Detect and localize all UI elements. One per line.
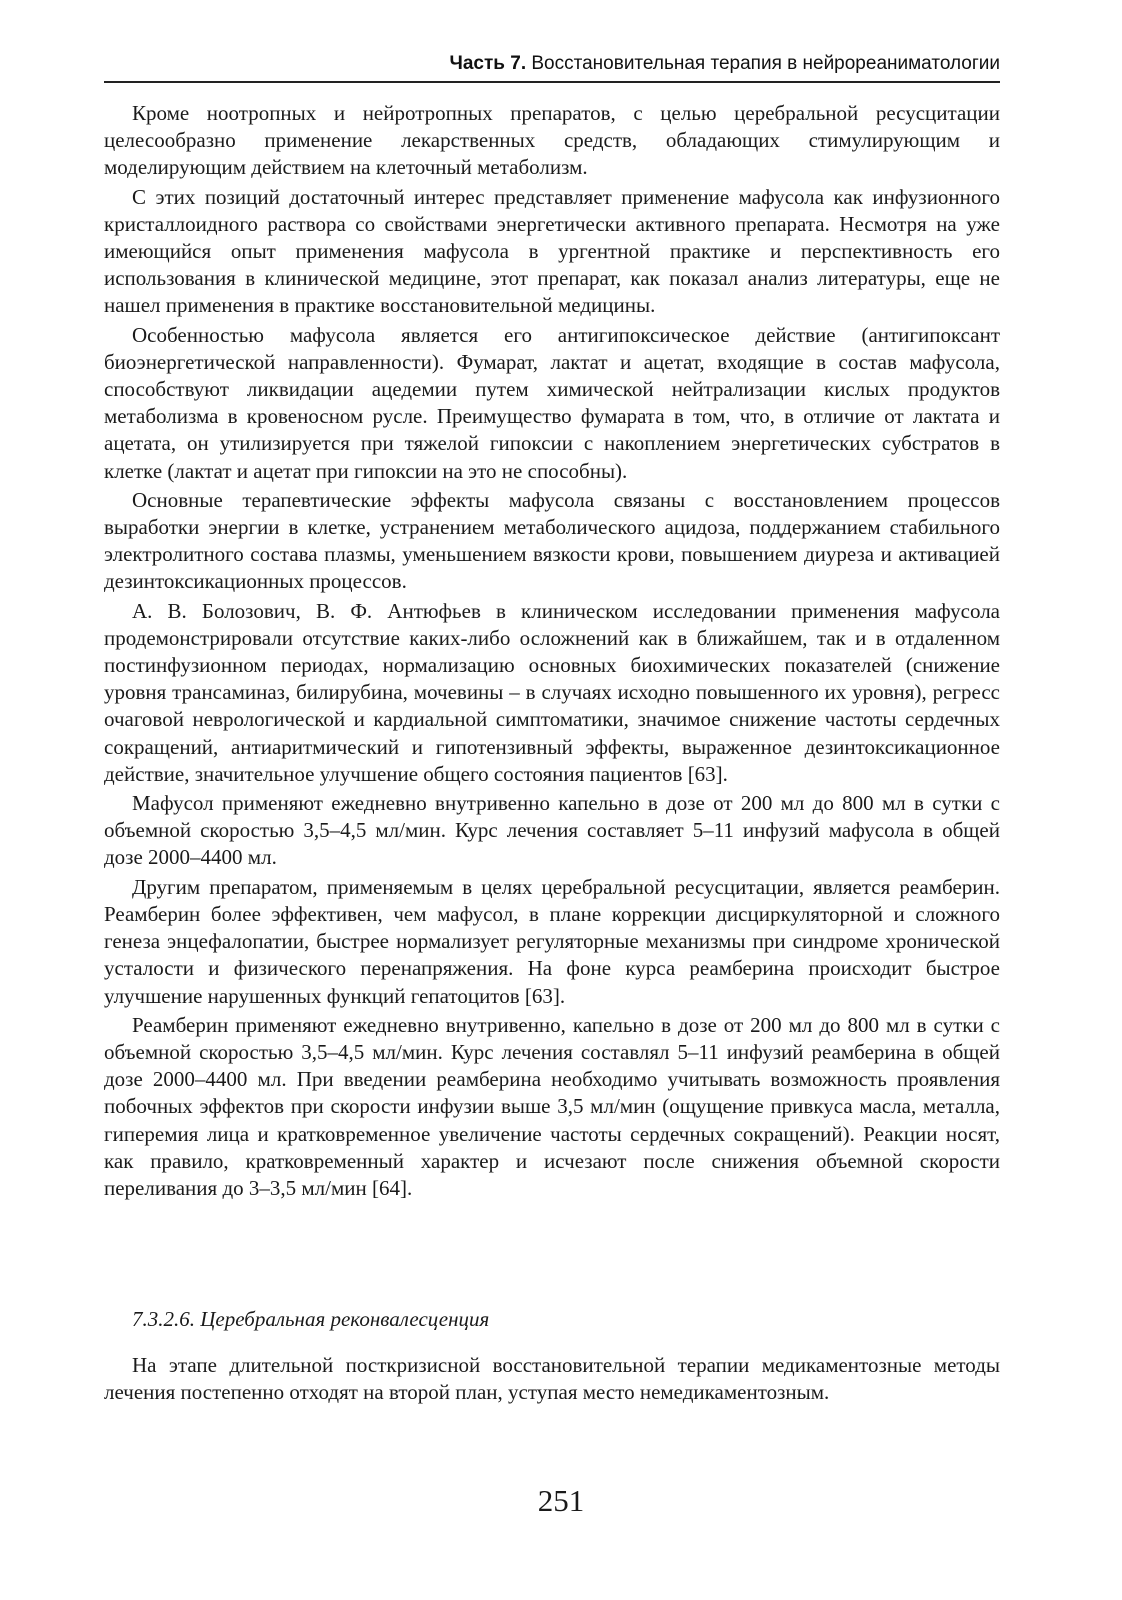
header-divider (104, 81, 1000, 83)
section-heading: 7.3.2.6. Церебральная реконвалесценция (132, 1307, 490, 1331)
paragraph: Реамберин применяют ежедневно внутривенно, капельно в дозе от 200 мл до 800 мл в сутки с объемной скоростью 3,5–4,5 мл/мин. Курс лечения составлял 5–11 инфузий реамберина в общей дозе 2000–4400 мл. При введении реамберина необходимо учитывать возможность проявления побочных эффектов при скорости инфузии выше 3,5 мл/мин (ощущение привкуса масла, металла, гиперемия лица и кратковременное увеличение частоты сердечных сокращений). Реакции носят, как правило, кратковременный характер и исчезают после снижения объемной скорости переливания до 3–3,5 мл/мин [64]. (104, 1012, 1000, 1200)
header-part-title: Восстановительная терапия в нейрореаниматологии (531, 53, 1000, 74)
paragraph: Основные терапевтические эффекты мафусола связаны с восстановлением процессов выработки энергии в клетке, устранением метаболического ацидоза, поддержанием стабильного электролитного состава плазмы, уменьшением вязкости крови, повышением диуреза и активацией дезинтоксикационных процессов. (104, 487, 1000, 594)
main-text (104, 100, 1000, 1204)
page-number: 251 (537, 1483, 585, 1518)
paragraph: Другим препаратом, применяемым в целях церебральной ресусцитации, является реамберин. Реамберин более эффективен, чем мафусол, в плане коррекции дисциркуляторной и сложного генеза энцефалопатии, быстрее нормализует регуляторные механизмы при синдроме хронической усталости и физического перенапряжения. На фоне курса реамберина происходит быстрое улучшение нарушенных функций гепатоцитов [63]. (104, 874, 1000, 1008)
closing-text (104, 1352, 1000, 1406)
paragraph: С этих позиций достаточный интерес представляет применение мафусола как инфузионного кристаллоидного раствора со свойствами энергетически активного препарата. Несмотря на уже имеющийся опыт применения мафусола в ургентной практике и перспективность его использования в клинической медицине, этот препарат, как показал анализ литературы, еще не нашел применения в практике восстановительной медицины. (104, 184, 1000, 318)
paragraph: Мафусол применяют ежедневно внутривенно капельно в дозе от 200 мл до 800 мл в сутки с объемной скоростью 3,5–4,5 мл/мин. Курс лечения составляет 5–11 инфузий мафусола в общей дозе 2000–4400 мл. (104, 791, 1000, 870)
running-header (104, 52, 1000, 76)
paragraph: А. В. Болозович, В. Ф. Антюфьев в клиническом исследовании применения мафусола продемонстрировали отсутствие каких-либо осложнений как в ближайшем, так и в отдаленном постинфузионном периодах, нормализацию основных биохимических показателей (снижение уровня трансаминаз, билирубина, мочевины – в случаях исходно повышенного их уровня), регресс очаговой неврологической и кардиальной симптоматики, значимое снижение частоты сердечных сокращений, антиаритмический и гипотензивный эффекты, выраженное дезинтоксикационное действие, значительное улучшение общего состояния пациентов [63]. (104, 598, 1000, 786)
paragraph: На этапе длительной посткризисной восстановительной терапии медикаментозные методы лечения постепенно отходят на второй план, уступая место немедикаментозным. (104, 1353, 1000, 1405)
paragraph: Особенностью мафусола является его антигипоксическое действие (антигипоксант биоэнергетической направленности). Фумарат, лактат и ацетат, входящие в состав мафусола, способствуют ликвидации ацедемии путем химической нейтрализации кислых продуктов метаболизма в кровеносном русле. Преимущество фумарата в том, что, в отличие от лактата и ацетата, он утилизируется при тяжелой гипоксии с накоплением энергетических субстратов в клетке (лактат и ацетат при гипоксии на это не способны). (104, 322, 1000, 483)
paragraph: Кроме ноотропных и нейротропных препаратов, с целью церебральной ресусцитации целесообразно применение лекарственных средств, обладающих стимулирующим и моделирующим действием на клеточный метаболизм. (104, 101, 1000, 180)
header-part-label: Часть 7. (449, 53, 527, 74)
